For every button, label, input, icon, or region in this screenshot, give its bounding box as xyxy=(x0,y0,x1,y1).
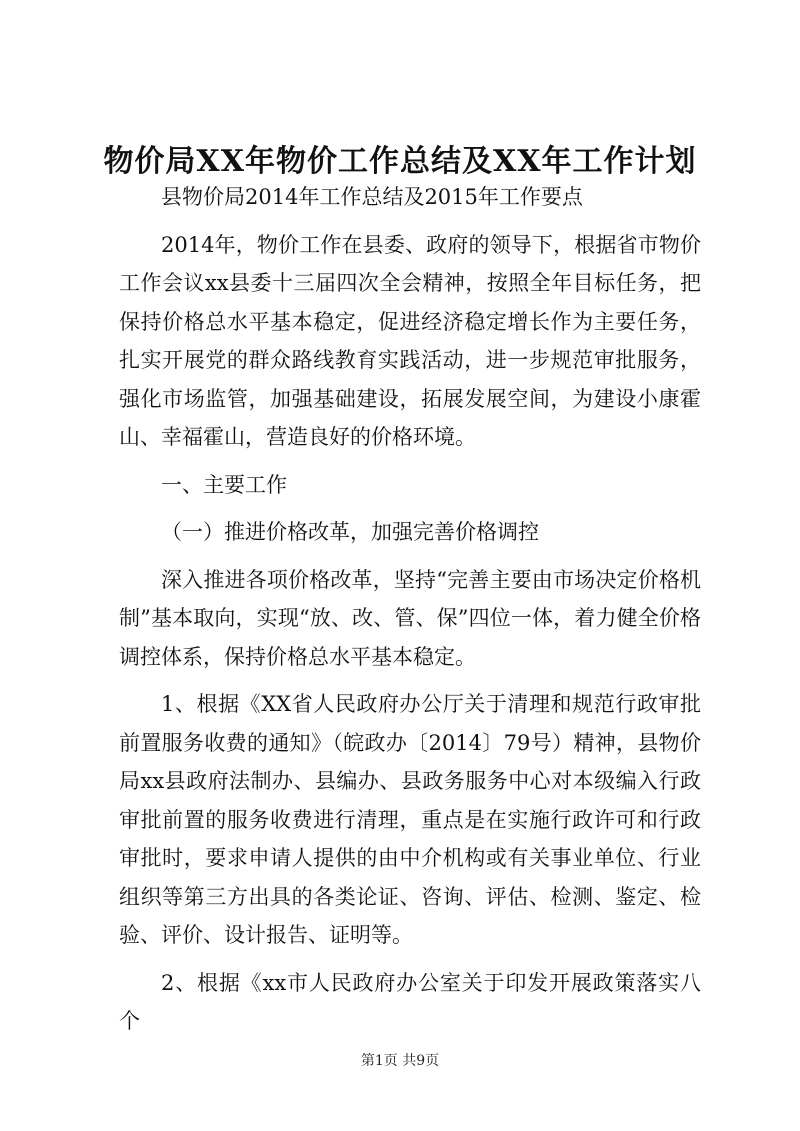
body-paragraph: 2、根据《xx市人民政府办公室关于印发开展政策落实八个 xyxy=(119,970,701,1033)
subsection-heading: （一）推进价格改革，加强完善价格调控 xyxy=(161,520,539,544)
section-heading: 一、主要工作 xyxy=(161,472,287,497)
body-paragraph: 1、根据《XX省人民政府办公厅关于清理和规范行政审批前置服务收费的通知》（皖政办〔2014〕79号）精神，县物价局xx县政府法制办、县编办、县政务服务中心对本级编入行政审批前置的服务收费进行清理，重点是在实施行政许可和行政审批时，要求申请人提供的由中介机构或有关事业单位、行业组织等第三方出具的各类论证、咨询、评估、检测、鉴定、检验、评价、设计报告、证明等。 xyxy=(119,692,701,947)
intro-paragraph: 2014年，物价工作在县委、政府的领导下，根据省市物价工作会议xx县委十三届四次全会精神，按照全年目标任务，把保持价格总水平基本稳定，促进经济稳定增长作为主要任务，扎实开展党的群众路线教育实践活动，进一步规范审批服务，强化市场监管，加强基础建设，拓展发展空间，为建设小康霍山、幸福霍山，营造良好的价格环境。 xyxy=(119,232,701,449)
subtitle-paragraph: 县物价局2014年工作总结及2015年工作要点 xyxy=(161,185,583,209)
page-footer: 第1页 共9页 xyxy=(360,1053,440,1069)
document-body xyxy=(119,178,701,1050)
body-paragraph: 深入推进各项价格改革，坚持“完善主要由市场决定价格机制”基本取向，实现“放、改、管、保”四位一体，着力健全价格调控体系，保持价格总水平基本稳定。 xyxy=(119,567,701,669)
document-title: 物价局XX年物价工作总结及XX年工作计划 xyxy=(103,144,697,179)
